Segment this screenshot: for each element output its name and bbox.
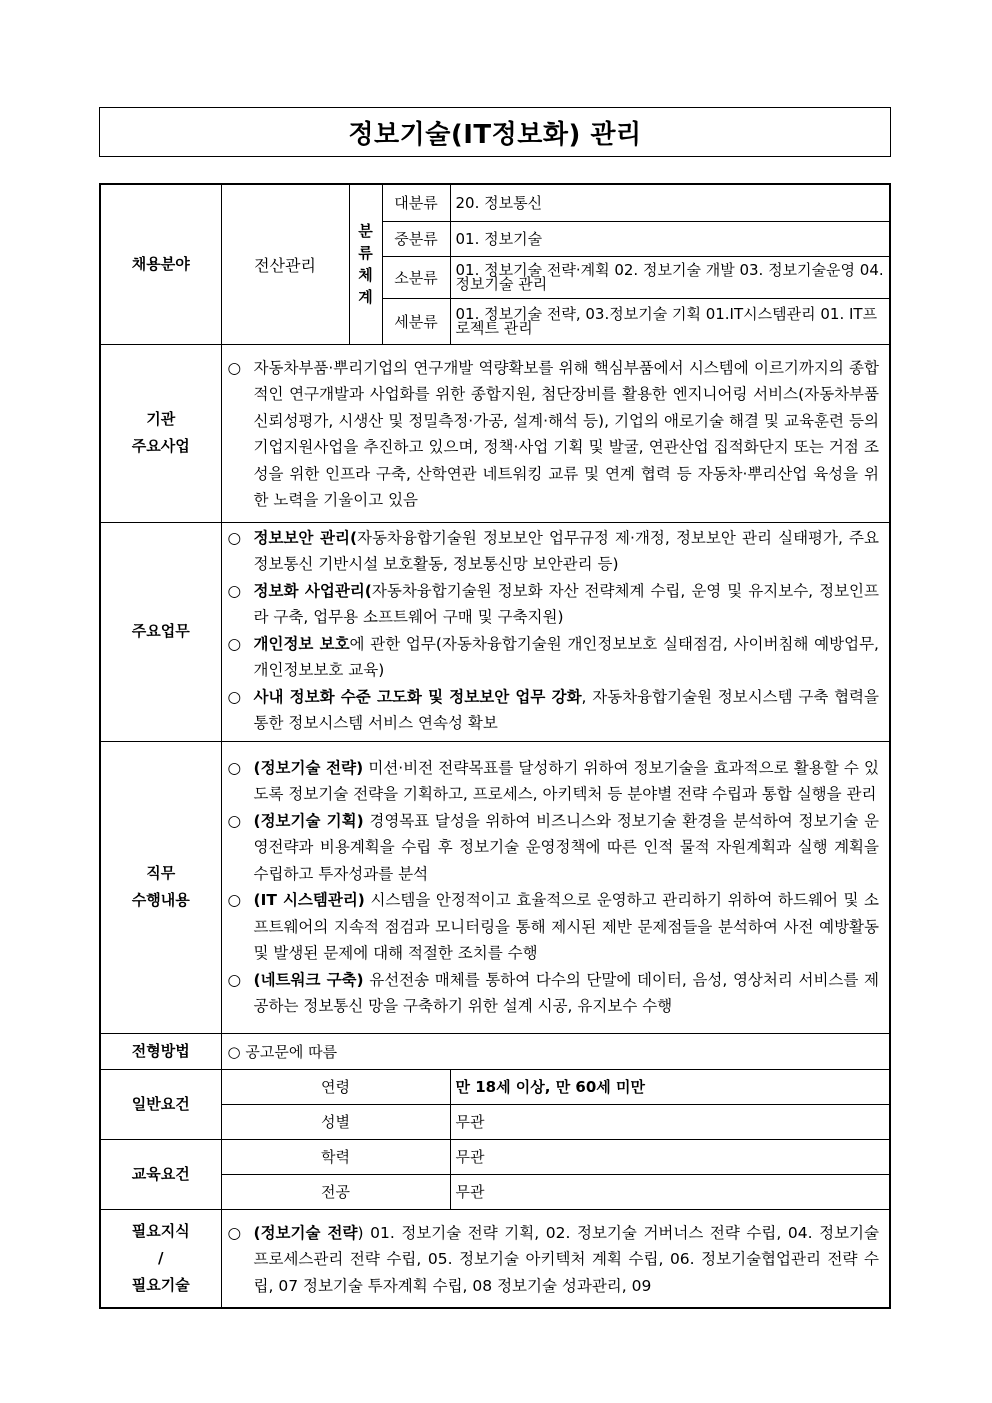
- age-value: 만 18세 이상, 만 60세 미만: [450, 1069, 890, 1104]
- knowledge-label-line-2: /: [158, 1248, 164, 1267]
- org-label: [100, 344, 221, 522]
- classification-label: [349, 184, 382, 344]
- knowledge-label-line-1: 필요지식: [131, 1221, 190, 1240]
- org-label-line-2: 주요사업: [131, 437, 190, 455]
- recruit-label: 채용분야: [100, 184, 221, 344]
- bullet-circle: ○: [227, 891, 242, 909]
- general-row-1: [100, 1069, 890, 1104]
- minor-class-value: 01. 정보기술 전략·계획 02. 정보기술 개발 03. 정보기술운영 04. 정보기술 관리: [450, 256, 890, 298]
- major-label: 전공: [221, 1174, 450, 1209]
- task-item: [228, 808, 880, 888]
- knowledge-row: [100, 1209, 890, 1308]
- bullet-circle: ○: [227, 528, 242, 547]
- bullet-circle: ○: [227, 970, 242, 989]
- duty-item: [228, 525, 880, 578]
- duty-item-bold: 사내 정보화 수준 고도화 및 정보보안 업무 강화: [253, 687, 582, 706]
- classification-char: 계: [358, 288, 373, 307]
- selection-row: [100, 1033, 890, 1069]
- org-content: [221, 344, 890, 522]
- duty-item-text: , 자동차융합기술원 정보시스템 구축 협력을 통한 정보시스템 서비스 연속성 확보: [253, 687, 879, 732]
- org-label-line-1: 기관: [146, 410, 176, 428]
- tasks-label-line-1: 직무: [146, 864, 176, 882]
- duty-item-bold: 정보보안 관리(: [253, 528, 358, 547]
- tasks-content: [221, 741, 890, 1033]
- recruit-row-1: [100, 184, 890, 221]
- task-item-text: 유선전송 매체를 통하여 다수의 단말에 데이터, 음성, 영상처리 서비스를 제공하는 정보통신 망을 구축하기 위한 설계 시공, 유지보수 수행: [253, 970, 879, 1015]
- education-label: 교육요건: [100, 1139, 221, 1209]
- knowledge-label: [100, 1209, 221, 1308]
- org-item: [228, 355, 880, 514]
- task-item-bold: (정보기술 기획): [253, 811, 364, 830]
- sub-class-label: 세분류: [382, 298, 450, 344]
- duty-item: [228, 631, 880, 684]
- duties-label: 주요업무: [100, 522, 221, 741]
- recruit-field: 전산관리: [221, 184, 349, 344]
- knowledge-item-bold: (정보기술 전략: [253, 1223, 358, 1242]
- duties-row: [100, 522, 890, 741]
- education-row-1: [100, 1139, 890, 1174]
- duties-content: [221, 522, 890, 741]
- task-item-bold: (네트워크 구축): [253, 970, 364, 989]
- degree-label: 학력: [221, 1139, 450, 1174]
- classification-char: 체: [358, 266, 373, 285]
- duty-item: [228, 578, 880, 631]
- knowledge-item: [228, 1220, 880, 1300]
- org-row: [100, 344, 890, 522]
- document-title-box: [99, 107, 891, 157]
- major-class-value: 20. 정보통신: [450, 184, 890, 221]
- bullet-circle: ○: [227, 1223, 242, 1242]
- task-item: [228, 967, 880, 1020]
- duty-item-text: 에 관한 업무(자동차융합기술원 개인정보보호 실태점검, 사이버침해 예방업무, 개인정보보호 교육): [253, 634, 879, 679]
- classification-char: 류: [358, 244, 373, 263]
- duty-item-text: 자동차융합기술원 정보보안 업무규정 제·개정, 정보보안 관리 실태평가, 주요 정보통신 기반시설 보호활동, 정보통신망 보안관리 등): [253, 528, 879, 573]
- bullet-circle: ○: [227, 758, 242, 777]
- classification-char: 분: [358, 222, 373, 241]
- org-item-text: 자동차부품·뿌리기업의 연구개발 역량확보를 위해 핵심부품에서 시스템에 이르기까지의 종합적인 연구개발과 사업화를 위한 종합지원, 첨단장비를 활용한 엔지니어링 서비스(자동차부품 신뢰성평가, 시생산 및 정밀측정·가공, 설계·해석 등), 기업의 애로기술 해결 및 교육훈련 등의 기업지원사업을 추진하고 있으며, 정책·사업 기획 및 발굴, 연관산업 집적화단지 또는 거점 조성을 위한 인프라 구축, 산학연관 네트워킹 교류 및 연계 협력 등 자동차·뿌리산업 육성을 위한 노력을 기울이고 있음: [253, 358, 879, 509]
- sub-class-value: 01. 정보기술 전략, 03.정보기술 기획 01.IT시스템관리 01. IT프로젝트 관리: [450, 298, 890, 344]
- task-item-bold: (정보기술 전략): [253, 758, 364, 777]
- middle-class-label: 중분류: [382, 221, 450, 256]
- knowledge-content: [221, 1209, 890, 1308]
- general-label: 일반요건: [100, 1069, 221, 1139]
- task-item-bold: (IT 시스템관리): [253, 891, 365, 909]
- knowledge-label-line-3: 필요기술: [131, 1275, 190, 1294]
- task-item-text: 경영목표 달성을 위하여 비즈니스와 정보기술 환경을 분석하여 정보기술 운영전략과 비용계획을 수립 후 정보기술 운영정책에 따른 인적 물적 자원계획과 실행 계획을 수립하고 투자성과를 분석: [253, 811, 880, 883]
- duty-item-text: 자동차융합기술원 정보화 자산 전략체계 수립, 운영 및 유지보수, 정보인프라 구축, 업무용 소프트웨어 구매 및 구축지원): [253, 581, 879, 626]
- degree-value: 무관: [450, 1139, 890, 1174]
- age-label: 연령: [221, 1069, 450, 1104]
- task-item-text: 시스템을 안정적이고 효율적으로 운영하고 관리하기 위하여 하드웨어 및 소프트웨어의 지속적 점검과 모니터링을 통해 제시된 제반 문제점들을 분석하여 사전 예방활동 및 발생된 문제에 대해 적절한 조치를 수행: [253, 891, 879, 962]
- task-item: [228, 887, 880, 967]
- major-class-label: 대분류: [382, 184, 450, 221]
- knowledge-item-text: ) 01. 정보기술 전략 기획, 02. 정보기술 거버너스 전략 수립, 04. 정보기술 프로세스관리 전략 수립, 05. 정보기술 아키텍처 계획 수립, 06. 정보기술협업관리 전략 수립, 07 정보기술 투자계획 수립, 08 정보기술 성과관리, 09: [253, 1223, 879, 1295]
- tasks-row: [100, 741, 890, 1033]
- bullet-circle: ○: [227, 634, 242, 653]
- bullet-circle: ○: [227, 687, 242, 706]
- bullet-circle: ○: [227, 358, 242, 377]
- tasks-label-line-2: 수행내용: [131, 891, 190, 909]
- selection-label: 전형방법: [100, 1033, 221, 1069]
- task-item-text: 미션·비전 전략목표를 달성하기 위하여 정보기술을 효과적으로 활용할 수 있도록 정보기술 전략을 기획하고, 프로세스, 아키텍처 등 분야별 전략 수립과 통합 실행을 관리: [253, 758, 879, 803]
- bullet-circle: ○: [227, 811, 242, 830]
- task-item: [228, 755, 880, 808]
- duty-item-bold: 개인정보 보호: [253, 634, 350, 653]
- major-value: 무관: [450, 1174, 890, 1209]
- middle-class-value: 01. 정보기술: [450, 221, 890, 256]
- bullet-circle: ○: [227, 581, 242, 600]
- gender-label: 성별: [221, 1104, 450, 1139]
- duty-item-bold: 정보화 사업관리(: [253, 581, 372, 600]
- document-title: 정보기술(IT정보화) 관리: [348, 119, 642, 150]
- minor-class-label: 소분류: [382, 256, 450, 298]
- gender-value: 무관: [450, 1104, 890, 1139]
- duty-item: [228, 684, 880, 737]
- selection-value: ○ 공고문에 따름: [221, 1033, 890, 1069]
- job-description-table: [99, 183, 891, 1309]
- tasks-label: [100, 741, 221, 1033]
